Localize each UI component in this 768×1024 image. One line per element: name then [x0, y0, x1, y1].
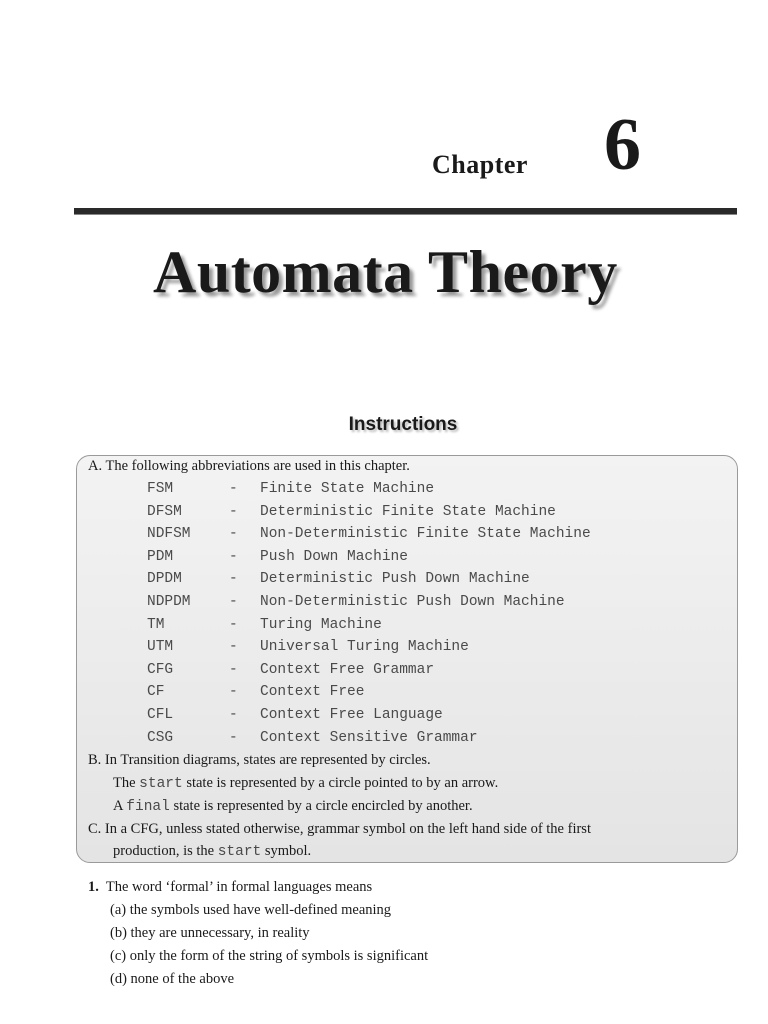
- abbreviation-expansion: Context Free: [260, 684, 365, 701]
- abbreviation: CSG: [147, 729, 174, 746]
- abbreviation: TM: [147, 616, 165, 633]
- instruction-b-final-pre: A: [113, 798, 127, 814]
- start-keyword: start: [217, 844, 262, 860]
- instruction-c: C. In a CFG, unless stated otherwise, grammar symbol on the left hand side of the first: [88, 821, 591, 837]
- abbreviation-dash: -: [229, 594, 238, 610]
- instruction-a: A. The following abbreviations are used in this chapter.: [88, 458, 410, 474]
- abbreviation-expansion: Push Down Machine: [260, 548, 408, 565]
- question-number: 1.: [88, 879, 99, 895]
- abbreviation-expansion: Turing Machine: [260, 616, 382, 633]
- abbreviation-expansion: Non-Deterministic Push Down Machine: [260, 594, 565, 610]
- abbreviation-dash: -: [229, 661, 238, 678]
- abbreviation: CF: [147, 684, 165, 701]
- instruction-b-final: [113, 798, 473, 815]
- abbreviation-dash: -: [229, 481, 238, 497]
- final-keyword: final: [126, 799, 170, 815]
- abbreviation: CFG: [147, 661, 174, 678]
- abbreviation: FSM: [147, 481, 174, 497]
- instruction-b-final-post: state is represented by a circle encircled by another.: [169, 798, 473, 814]
- abbreviation: CFL: [147, 707, 174, 723]
- instruction-b-start-post: state is represented by a circle pointed to by an arrow.: [182, 775, 499, 791]
- answer-option[interactable]: (b) they are unnecessary, in reality: [110, 925, 310, 941]
- abbreviation-dash: -: [229, 548, 238, 565]
- chapter-number: 6: [604, 104, 641, 186]
- header-rule: [74, 208, 737, 215]
- instruction-b-start: [113, 775, 498, 792]
- chapter-label: Chapter: [432, 150, 528, 179]
- abbreviation-dash: -: [229, 707, 238, 723]
- abbreviation-expansion: Universal Turing Machine: [260, 639, 469, 656]
- answer-option[interactable]: (d) none of the above: [110, 971, 235, 987]
- instructions-heading: Instructions: [348, 414, 458, 435]
- chapter-title: Automata Theory: [153, 239, 618, 305]
- abbreviation: UTM: [147, 639, 174, 656]
- abbreviation-dash: -: [229, 729, 238, 746]
- abbreviation: PDM: [147, 548, 174, 565]
- abbreviation-expansion: Finite State Machine: [260, 481, 435, 497]
- instruction-c-post: symbol.: [261, 843, 312, 859]
- instruction-b: B. In Transition diagrams, states are represented by circles.: [88, 752, 431, 768]
- abbreviation: DFSM: [147, 503, 182, 520]
- abbreviation-expansion: Context Free Language: [260, 707, 443, 723]
- abbreviation: NDFSM: [147, 526, 191, 543]
- question-text: The word ‘formal’ in formal languages means: [105, 879, 373, 895]
- abbreviation-expansion: Non-Deterministic Finite State Machine: [260, 526, 591, 543]
- abbreviation-dash: -: [229, 571, 238, 588]
- abbreviation-dash: -: [229, 616, 238, 633]
- question-stem: [88, 879, 372, 896]
- abbreviation-dash: -: [229, 639, 238, 656]
- instruction-c-start: [113, 843, 311, 860]
- abbreviation-dash: -: [229, 684, 238, 701]
- abbreviation-expansion: Deterministic Push Down Machine: [260, 571, 530, 588]
- abbreviation: DPDM: [147, 571, 182, 588]
- answer-option[interactable]: (a) the symbols used have well-defined meaning: [110, 902, 392, 918]
- abbreviation-expansion: Context Free Grammar: [260, 661, 435, 678]
- instruction-b-start-pre: The: [113, 775, 140, 791]
- start-keyword: start: [139, 776, 183, 792]
- instruction-c-pre: production, is the: [113, 843, 218, 859]
- abbreviation-dash: -: [229, 526, 238, 543]
- answer-option[interactable]: (c) only the form of the string of symbols is significant: [110, 948, 429, 964]
- abbreviation-expansion: Context Sensitive Grammar: [260, 729, 478, 746]
- abbreviation: NDPDM: [147, 594, 191, 610]
- abbreviation-dash: -: [229, 503, 238, 520]
- abbreviation-expansion: Deterministic Finite State Machine: [260, 503, 556, 520]
